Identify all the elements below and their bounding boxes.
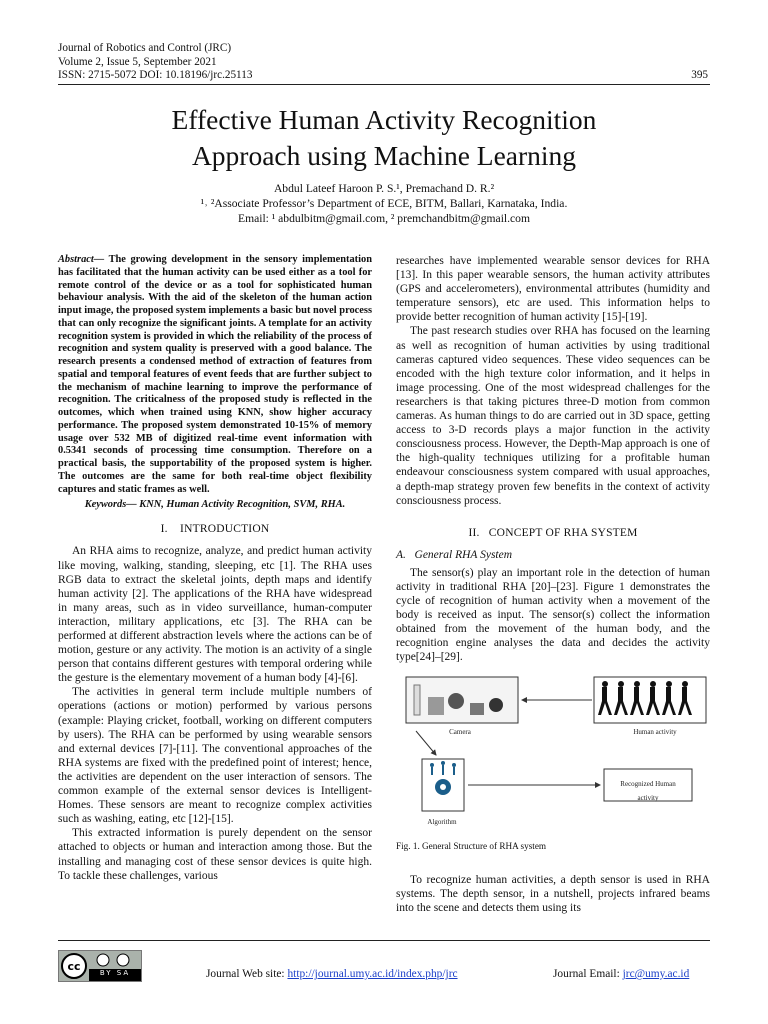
cc-license-badge[interactable] xyxy=(58,950,142,982)
figure-rha-structure xyxy=(400,675,710,835)
license-badge-label: BY SA xyxy=(99,969,131,977)
right-paragraph-4: To recognize human activities, a depth sensor is used in RHA systems. The depth sensor, in a nutshell, projects infrared beams into the scene and detects them using its xyxy=(396,873,710,914)
figure-diagram xyxy=(400,675,710,835)
section-heading-introduction: I. INTRODUCTION xyxy=(160,523,270,536)
camera-caption: Camera xyxy=(449,727,471,736)
subsection-heading-general: A. General RHA System xyxy=(396,548,513,561)
abstract-lead: Abstract— xyxy=(58,254,105,265)
title-line-1: Effective Human Activity Recognition xyxy=(171,104,597,135)
author-email: Email: ¹ abdulbitm@gmail.com, ² premchandbitm@gmail.com xyxy=(237,212,530,225)
web-site-label: Journal Web site: xyxy=(206,968,288,980)
right-paragraph-2: The past research studies over RHA has focused on the learning as well as recognition of human activities by using traditional cameras captured video sequences. These video sequences can be encoded with the high texture color information, and it helps in image processing. One of the most widespread challenges for the researchers is that taking pictures three-D motion from common cameras. As human things to do are carried out in 3D space, getting access to 3-D records plays a major function in the activity consciousness process. However, the Depth-Map approach is one of the high-quality techniques utilizing for a profitable human endeavour consciousness system compared with usual approaches, a depth-map strategy proven few benefits in the context of activity consciousness process. xyxy=(396,325,710,507)
author-names: Abdul Lateef Haroon P. S.¹, Premachand D. R.² xyxy=(273,182,495,195)
right-paragraph-3: The sensor(s) play an important role in the detection of human activity in traditional RHA [20]–[23]. Figure 1 demonstrates the cycle of recognition of human activity when a movement of the body is received as input. The sensor(s) collect the information obtained from the movement of the human body, and the recognition engine analyses the data and decides the activity type[24]–[29]. xyxy=(396,566,710,664)
intro-paragraph-2: The activities in general term include multiple numbers of operations (actions or motion) performed by various persons (example: Playing cricket, football, working on different computers by users). The RHA can be performed by using wearable sensors and external devices [7]-[11]. The conventional approaches of the RHA systems are fixed with the predefined point of interest; hence, the activities are dependent on the user interaction of sensors. The common example of the external sensor devices is Intelligent-Homes. These sensors are meant to recognize complex activities such as washing, eating, etc [12]-[15]. xyxy=(58,686,372,826)
section-heading-concept: II. CONCEPT OF RHA SYSTEM xyxy=(468,526,638,539)
abstract-text: The growing development in the sensory implementation has facilitated that the human activity can be used either as a tool for remote control of the device or as a tool for sophisticated human behaviour analysis. With the aid of the skeleton of the human action input image, the proposed system implements a basic but novel process that can only recognize the significant joints. A template for an activity recognition system is provided in which the reliability of the process of recognition and system quality is preserved with a good balance. The research presents a condensed method of extraction of features from spatial and temporal features of event feeds that are further subject to the mechanism of machine learning to improve the performance of recognition. The criticalness of the proposed study is reflected in the outcomes, which when trained using KNN, show higher accuracy performance. The proposed system demonstrated 10-15% of memory usage over 532 MB of digitized real-time event information with 0.5341 seconds of processing time consumption. Therefore on a practical basis, the supportability of the proposed system is higher. The outcomes are the same for both real-time object flexibility captures and static frames as well. xyxy=(58,254,372,495)
algorithm-caption: Algorithm xyxy=(427,817,457,826)
journal-issn: ISSN: 2715-5072 DOI: 10.18196/jrc.25113 xyxy=(58,69,253,81)
page-number: 395 xyxy=(691,69,708,81)
journal-email xyxy=(553,968,689,980)
abstract xyxy=(58,254,372,496)
journal-header xyxy=(58,42,252,83)
right-paragraph-1: researches have implemented wearable sensor devices for RHA [13]. In this paper wearable sensors, the human activity attributes (GPS and accelerometers), environmental attributes (humidity and temperature sensors), etc are used. This information helps to provide better recognition of human activity [15]-[19]. xyxy=(396,255,710,324)
paper-title xyxy=(0,102,768,174)
journal-name: Journal of Robotics and Control (JRC) xyxy=(58,42,232,54)
footer-rule xyxy=(58,940,710,941)
author-block xyxy=(0,181,768,226)
email-link[interactable]: jrc@umy.ac.id xyxy=(622,968,690,980)
email-label: Journal Email: xyxy=(553,968,623,980)
recognized-caption: Recognized Human activity xyxy=(620,779,676,802)
journal-web-site xyxy=(206,968,458,980)
left-column xyxy=(58,254,372,883)
web-site-link[interactable]: http://journal.umy.ac.id/index.php/jrc xyxy=(287,968,458,980)
intro-paragraph-1: An RHA aims to recognize, analyze, and predict human activity like moving, walking, standing, sleeping, etc [1]. The RHA uses RGB data to extract the skeletal joints, depth maps and identify human activity [2]. The applications of the RHA have widespread in many areas, such as in video surveillance, human-computer interaction, military applications, etc [3]. The RHA can be performed at different abstraction levels where the actions can be of motion, gesture or any activity. The motion is an activity of a single person that contains different gestures with temporal ordering while the gesture is the elementary movement of a human body [4]-[6]. xyxy=(58,545,372,685)
journal-volume: Volume 2, Issue 5, September 2021 xyxy=(58,55,217,68)
svg-text:cc: cc xyxy=(67,960,81,973)
keywords: Keywords— KNN, Human Activity Recognition, SVM, RHA. xyxy=(84,499,346,511)
header-rule xyxy=(58,84,710,85)
figure-caption: Fig. 1. General Structure of RHA system xyxy=(396,840,547,851)
intro-paragraph-3: This extracted information is purely dependent on the sensor attached to objects or human and interaction among those. But the installing and managing cost of these sensor devices is quite high. To tackle these challenges, various xyxy=(58,827,372,882)
right-column xyxy=(396,254,710,915)
human-activity-caption: Human activity xyxy=(633,727,677,736)
title-line-2: Approach using Machine Learning xyxy=(191,140,577,171)
author-affiliation: ¹˒ ²Associate Professor’s Department of ECE, BITM, Ballari, Karnataka, India. xyxy=(200,197,568,210)
